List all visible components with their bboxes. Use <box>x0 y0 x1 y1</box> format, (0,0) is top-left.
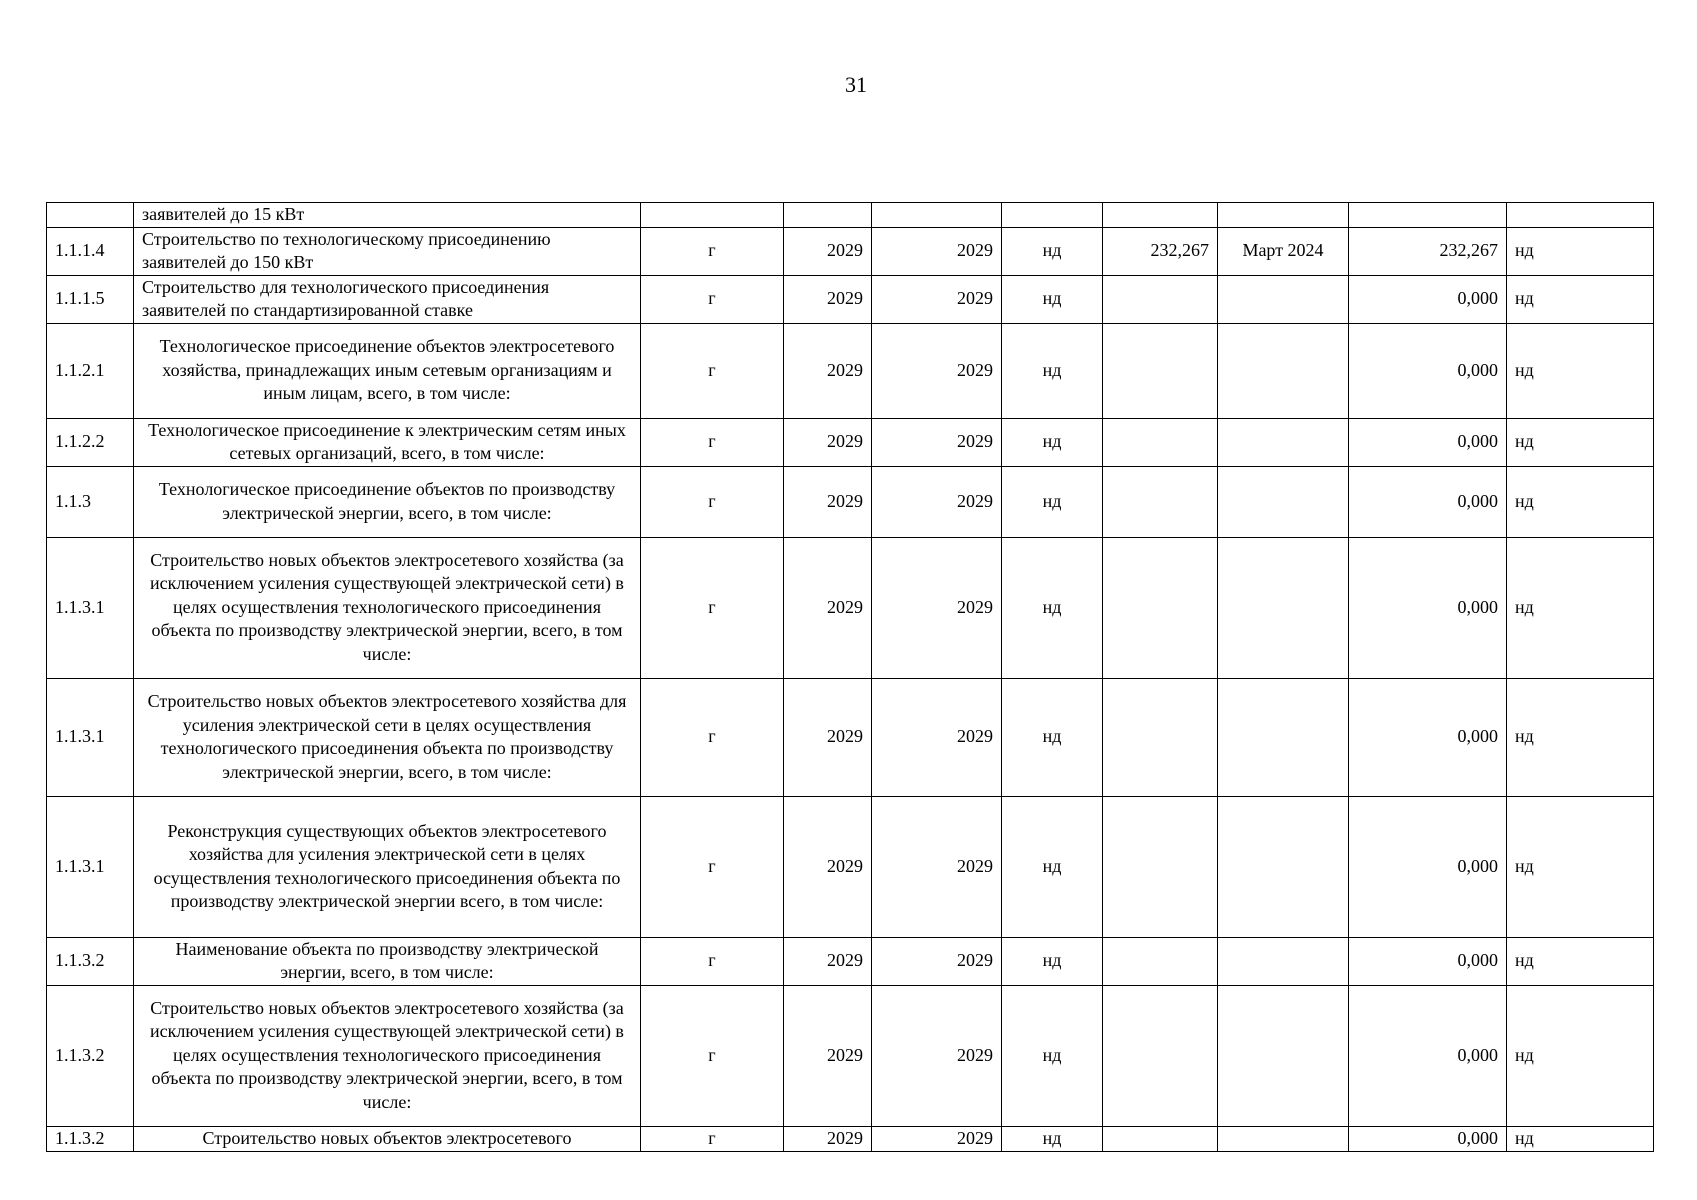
table-row <box>47 678 1654 796</box>
cost-cell <box>1103 418 1218 466</box>
end-year-cell: 2029 <box>872 466 1002 537</box>
row-number: 1.1.2.2 <box>47 418 134 466</box>
investment-program-table <box>46 202 1654 1152</box>
date-cell <box>1218 537 1349 678</box>
cost-cell <box>1103 1126 1218 1151</box>
status-cell: нд <box>1002 227 1103 275</box>
end-year-cell: 2029 <box>872 985 1002 1126</box>
table-row <box>47 418 1654 466</box>
row-number: 1.1.3.1 <box>47 537 134 678</box>
date-cell <box>1218 985 1349 1126</box>
unit-cell <box>641 203 784 228</box>
row-number <box>47 203 134 228</box>
table-row <box>47 323 1654 418</box>
object-name: Наименование объекта по производству электрической энергии, всего, в том числе: <box>134 937 641 985</box>
start-year-cell: 2029 <box>784 1126 872 1151</box>
note-cell: нд <box>1507 466 1654 537</box>
start-year-cell: 2029 <box>784 985 872 1126</box>
end-year-cell: 2029 <box>872 227 1002 275</box>
status-cell: нд <box>1002 537 1103 678</box>
cost-cell <box>1103 985 1218 1126</box>
date-cell <box>1218 678 1349 796</box>
end-year-cell: 2029 <box>872 323 1002 418</box>
row-number: 1.1.1.5 <box>47 275 134 323</box>
cost-cell <box>1103 796 1218 937</box>
total-cell: 0,000 <box>1349 537 1507 678</box>
object-name: Технологическое присоединение объектов электросетевого хозяйства, принадлежащих иным сетевым организациям и иным лицам, всего, в том числе: <box>134 323 641 418</box>
end-year-cell: 2029 <box>872 796 1002 937</box>
date-cell <box>1218 203 1349 228</box>
total-cell <box>1349 203 1507 228</box>
end-year-cell: 2029 <box>872 275 1002 323</box>
start-year-cell <box>784 203 872 228</box>
total-cell: 0,000 <box>1349 466 1507 537</box>
page-number: 31 <box>845 72 867 97</box>
total-cell: 0,000 <box>1349 418 1507 466</box>
total-cell: 0,000 <box>1349 796 1507 937</box>
unit-cell: г <box>641 796 784 937</box>
unit-cell: г <box>641 1126 784 1151</box>
cost-cell <box>1103 678 1218 796</box>
note-cell: нд <box>1507 323 1654 418</box>
total-cell: 0,000 <box>1349 985 1507 1126</box>
date-cell <box>1218 937 1349 985</box>
end-year-cell: 2029 <box>872 1126 1002 1151</box>
note-cell: нд <box>1507 418 1654 466</box>
object-name: Строительство новых объектов электросетевого хозяйства для усиления электрической сети в целях осуществления технологического присоединения объекта по производству электрической энергии, всего, в том числе: <box>134 678 641 796</box>
status-cell: нд <box>1002 678 1103 796</box>
object-name: Строительство для технологического присоединения заявителей по стандартизированной ставке <box>134 275 641 323</box>
table-row <box>47 275 1654 323</box>
unit-cell: г <box>641 275 784 323</box>
unit-cell: г <box>641 418 784 466</box>
object-name: Строительство новых объектов электросетевого <box>134 1126 641 1151</box>
start-year-cell: 2029 <box>784 796 872 937</box>
table-row <box>47 796 1654 937</box>
end-year-cell: 2029 <box>872 937 1002 985</box>
start-year-cell: 2029 <box>784 678 872 796</box>
end-year-cell: 2029 <box>872 678 1002 796</box>
table-row <box>47 937 1654 985</box>
date-cell <box>1218 275 1349 323</box>
cost-cell <box>1103 466 1218 537</box>
status-cell: нд <box>1002 418 1103 466</box>
status-cell: нд <box>1002 275 1103 323</box>
table-row <box>47 203 1654 228</box>
unit-cell: г <box>641 678 784 796</box>
note-cell: нд <box>1507 537 1654 678</box>
end-year-cell: 2029 <box>872 418 1002 466</box>
total-cell: 0,000 <box>1349 678 1507 796</box>
cost-cell <box>1103 323 1218 418</box>
note-cell: нд <box>1507 796 1654 937</box>
row-number: 1.1.2.1 <box>47 323 134 418</box>
cost-cell <box>1103 203 1218 228</box>
note-cell: нд <box>1507 937 1654 985</box>
row-number: 1.1.3.1 <box>47 678 134 796</box>
status-cell: нд <box>1002 985 1103 1126</box>
status-cell: нд <box>1002 323 1103 418</box>
table-row <box>47 537 1654 678</box>
unit-cell: г <box>641 985 784 1126</box>
note-cell: нд <box>1507 985 1654 1126</box>
cost-cell <box>1103 537 1218 678</box>
object-name: Технологическое присоединение к электрическим сетям иных сетевых организаций, всего, в том числе: <box>134 418 641 466</box>
start-year-cell: 2029 <box>784 466 872 537</box>
total-cell: 0,000 <box>1349 275 1507 323</box>
start-year-cell: 2029 <box>784 227 872 275</box>
date-cell <box>1218 418 1349 466</box>
start-year-cell: 2029 <box>784 937 872 985</box>
unit-cell: г <box>641 537 784 678</box>
unit-cell: г <box>641 466 784 537</box>
date-cell <box>1218 796 1349 937</box>
cost-cell <box>1103 275 1218 323</box>
date-cell <box>1218 466 1349 537</box>
table-row <box>47 227 1654 275</box>
table-row <box>47 466 1654 537</box>
date-cell <box>1218 1126 1349 1151</box>
object-name: Строительство по технологическому присоединению заявителей до 150 кВт <box>134 227 641 275</box>
note-cell: нд <box>1507 1126 1654 1151</box>
status-cell: нд <box>1002 937 1103 985</box>
row-number: 1.1.3.2 <box>47 1126 134 1151</box>
cost-cell <box>1103 937 1218 985</box>
row-number: 1.1.3.1 <box>47 796 134 937</box>
row-number: 1.1.1.4 <box>47 227 134 275</box>
total-cell: 0,000 <box>1349 1126 1507 1151</box>
object-name: Строительство новых объектов электросетевого хозяйства (за исключением усиления существующей электрической сети) в целях осуществления технологического присоединения объекта по производству электрической энергии, всего, в том числе: <box>134 537 641 678</box>
table-row <box>47 985 1654 1126</box>
date-cell: Март 2024 <box>1218 227 1349 275</box>
row-number: 1.1.3 <box>47 466 134 537</box>
start-year-cell: 2029 <box>784 537 872 678</box>
status-cell: нд <box>1002 796 1103 937</box>
note-cell <box>1507 203 1654 228</box>
status-cell <box>1002 203 1103 228</box>
note-cell: нд <box>1507 275 1654 323</box>
row-number: 1.1.3.2 <box>47 937 134 985</box>
object-name: Реконструкция существующих объектов электросетевого хозяйства для усиления электрической сети в целях осуществления технологического присоединения объекта по производству электрической энергии всего, в том числе: <box>134 796 641 937</box>
table-row <box>47 1126 1654 1151</box>
status-cell: нд <box>1002 1126 1103 1151</box>
object-name: Технологическое присоединение объектов по производству электрической энергии, всего, в том числе: <box>134 466 641 537</box>
object-name: Строительство новых объектов электросетевого хозяйства (за исключением усиления существующей электрической сети) в целях осуществления технологического присоединения объекта по производству электрической энергии, всего, в том числе: <box>134 985 641 1126</box>
total-cell: 0,000 <box>1349 323 1507 418</box>
unit-cell: г <box>641 227 784 275</box>
unit-cell: г <box>641 937 784 985</box>
total-cell: 232,267 <box>1349 227 1507 275</box>
object-name: заявителей до 15 кВт <box>134 203 641 228</box>
row-number: 1.1.3.2 <box>47 985 134 1126</box>
start-year-cell: 2029 <box>784 323 872 418</box>
cost-cell: 232,267 <box>1103 227 1218 275</box>
total-cell: 0,000 <box>1349 937 1507 985</box>
note-cell: нд <box>1507 227 1654 275</box>
start-year-cell: 2029 <box>784 275 872 323</box>
date-cell <box>1218 323 1349 418</box>
start-year-cell: 2029 <box>784 418 872 466</box>
end-year-cell: 2029 <box>872 537 1002 678</box>
end-year-cell <box>872 203 1002 228</box>
status-cell: нд <box>1002 466 1103 537</box>
unit-cell: г <box>641 323 784 418</box>
note-cell: нд <box>1507 678 1654 796</box>
